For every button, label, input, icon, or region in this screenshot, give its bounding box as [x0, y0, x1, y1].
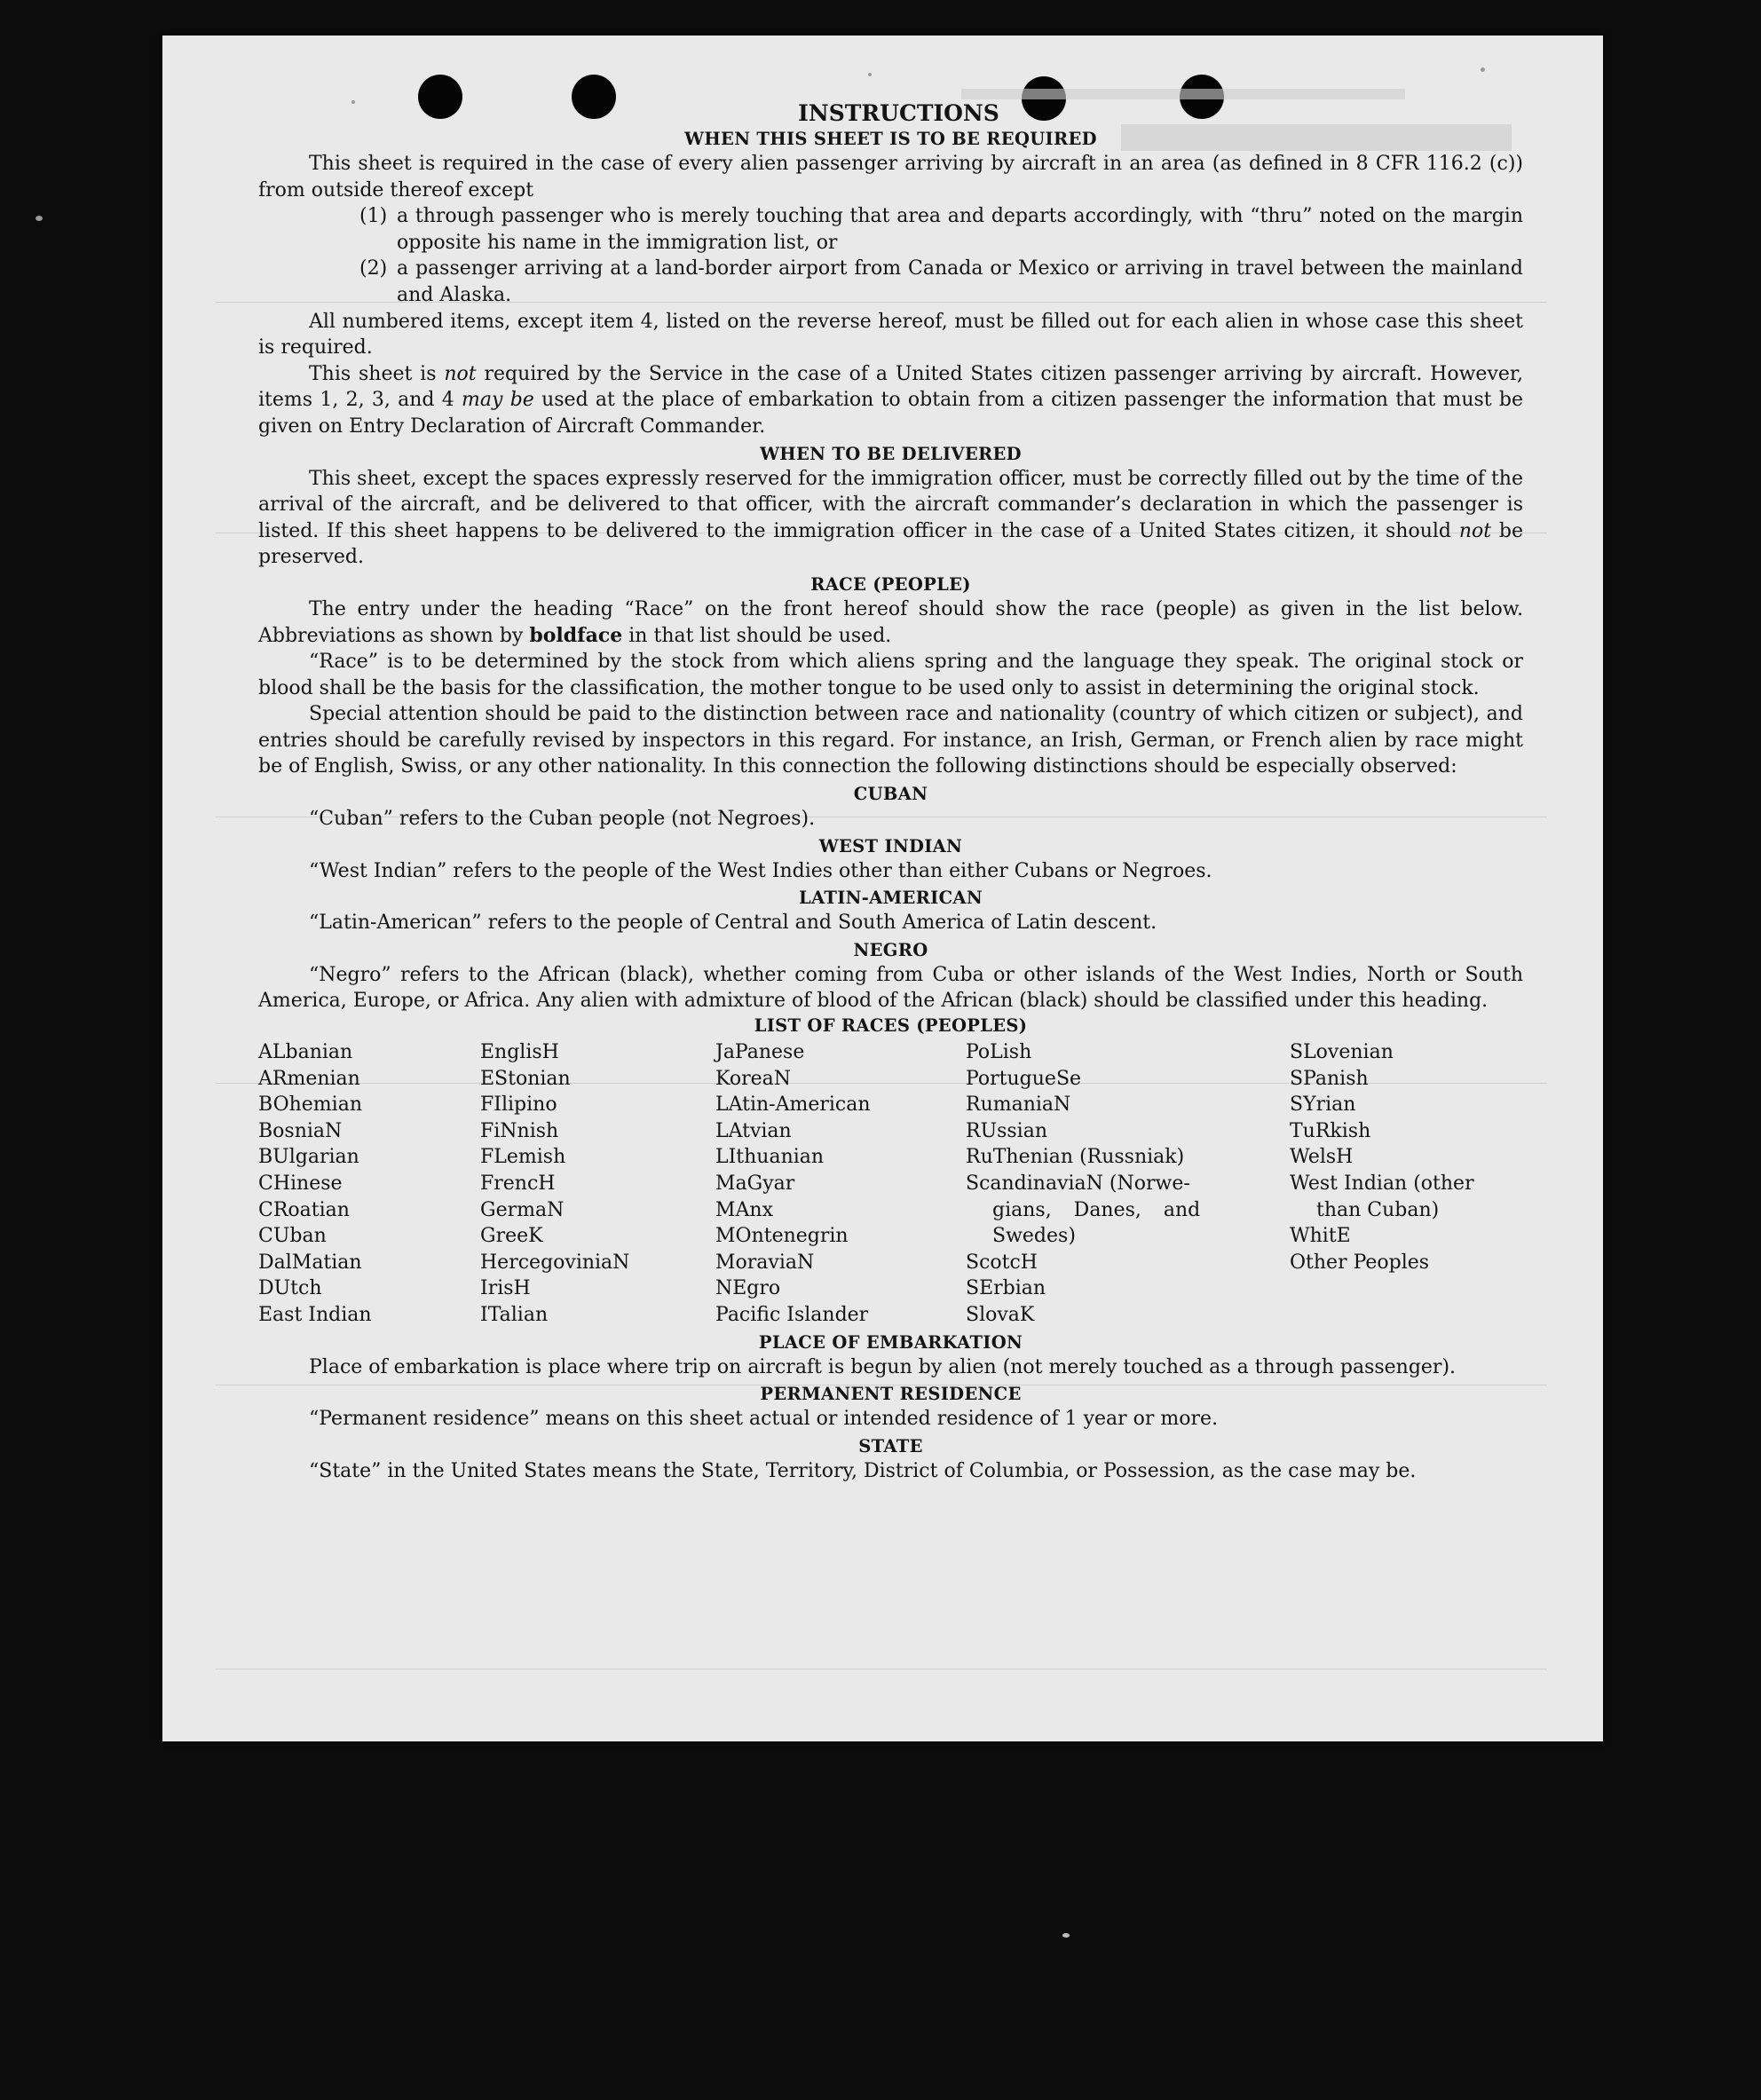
race-entry: RuThenian (Russniak): [966, 1146, 1185, 1169]
race-entry: SPanish: [1290, 1067, 1369, 1090]
paragraph-when-required-intro: This sheet is required in the case of every alien passenger arriving by aircraft in an area (as defined in 8 CFR 116.2 (c)) from outside thereof except: [258, 153, 1523, 201]
paragraph-negro: “Negro” refers to the African (black), whether coming from Cuba or other islands of the West Indies, North or South America, Europe, or Africa. Any alien with admixture of blood of the African (black) should be classified under this heading.: [258, 963, 1523, 1013]
paragraph-race-nationality: Special attention should be paid to the distinction between race and nationality (country of which citizen or subject), and entries should be carefully revised by inspectors in this regard. For instance, an Irish, German, or French alien by race might be of English, Swiss, or any other nationality. In this connection the following distinctions should be especially observed:: [258, 703, 1523, 778]
race-entry: MOntenegrin: [715, 1225, 849, 1248]
race-column: [258, 1039, 480, 1329]
exception-item: [359, 203, 1523, 256]
paragraph-state: “State” in the United States means the State, Territory, District of Columbia, or Possession, as the case may be.: [309, 1459, 1417, 1482]
race-entry: MoraviaN: [715, 1251, 815, 1274]
race-list: [258, 1039, 1523, 1329]
race-entry: EStonian: [480, 1067, 571, 1090]
dust-speck: [1481, 67, 1485, 72]
item-text: a passenger arriving at a land-border airport from Canada or Mexico or arriving in travel between the mainland and Alaska.: [397, 257, 1523, 306]
race-entry: CUban: [258, 1225, 327, 1248]
paragraph-latin-american: “Latin-American” refers to the people of Central and South America of Latin descent.: [309, 912, 1157, 935]
race-entry: RumaniaN: [966, 1093, 1071, 1117]
race-entry: ITalian: [480, 1303, 549, 1326]
race-entry: GermaN: [480, 1198, 565, 1221]
race-entry: Pacific Islander: [715, 1303, 869, 1326]
heading-embarkation: PLACE OF EMBARKATION: [758, 1331, 1023, 1353]
paper-sheet: [162, 36, 1603, 1741]
text-run: The entry under the heading “Race” on the front hereof should show the race (people) as given in the list below. Abbreviations as shown by: [258, 597, 1523, 647]
bold-text: boldface: [529, 623, 623, 647]
dust-speck: [868, 73, 872, 76]
item-text: a through passenger who is merely touching that area and departs accordingly, with “thru” noted on the margin opposite his name in the immigration list, or: [397, 205, 1523, 254]
race-entry: ScandinaviaN (Norwe-: [966, 1172, 1190, 1195]
race-entry: WelsH: [1290, 1146, 1354, 1169]
race-entry-continued: than Cuban): [1316, 1198, 1440, 1221]
heading-race: RACE (PEOPLE): [810, 573, 971, 595]
text-run: This sheet is: [309, 362, 445, 385]
race-entry: LAtvian: [715, 1119, 792, 1142]
text-run: be preserved.: [258, 519, 1523, 569]
instructions-body: [258, 99, 1523, 1484]
paragraph-embarkation: Place of embarkation is place where trip on aircraft is begun by alien (not merely touched as a through passenger).: [309, 1355, 1457, 1378]
race-entry: FiNnish: [480, 1119, 559, 1142]
paragraph-citizen-passenger: [258, 361, 1523, 440]
paragraph-race-entry: [258, 596, 1523, 649]
race-entry: TuRkish: [1290, 1119, 1371, 1142]
emphasis-text: not: [1458, 519, 1492, 542]
scan-artifact: [1062, 1933, 1070, 1938]
race-entry: IrisH: [480, 1277, 531, 1300]
race-entry: FLemish: [480, 1146, 566, 1169]
heading-when-delivered: WHEN TO BE DELIVERED: [760, 443, 1022, 464]
heading-list-of-races: LIST OF RACES (PEOPLES): [754, 1015, 1028, 1037]
race-entry: PortugueSe: [966, 1067, 1082, 1090]
race-entry: CHinese: [258, 1172, 343, 1195]
race-entry: ScotcH: [966, 1251, 1038, 1274]
item-number: (1): [359, 205, 388, 228]
race-column: [715, 1039, 966, 1329]
race-entry-continued: Swedes): [992, 1225, 1076, 1248]
race-entry: SlovaK: [966, 1303, 1035, 1326]
text-run: required by the Service in the case of a United States citizen passenger arriving by aircraft. However, items 1, 2, 3, and 4: [258, 362, 1523, 412]
race-column: [1290, 1039, 1523, 1329]
race-entry: RUssian: [966, 1119, 1048, 1142]
race-entry: East Indian: [258, 1303, 372, 1326]
race-entry: WhitE: [1290, 1225, 1351, 1248]
race-entry: SErbian: [966, 1277, 1046, 1300]
race-entry: ALbanian: [258, 1041, 353, 1064]
emphasis-text: may be: [462, 389, 534, 412]
race-entry: West Indian (other: [1290, 1172, 1474, 1195]
paragraph-west-indian: “West Indian” refers to the people of the West Indies other than either Cubans or Negroes.: [309, 859, 1212, 882]
paragraph-cuban: “Cuban” refers to the Cuban people (not Negroes).: [309, 808, 816, 831]
bleed-through-header: [961, 89, 1405, 99]
heading-west-indian: WEST INDIAN: [818, 835, 963, 857]
heading-state: STATE: [858, 1435, 923, 1457]
race-entry: DalMatian: [258, 1251, 362, 1274]
exception-item: [359, 256, 1523, 308]
paragraph-numbered-items: All numbered items, except item 4, listed on the reverse hereof, must be filled out for each alien in whose case this sheet is required.: [258, 310, 1523, 359]
paragraph-when-delivered: [258, 466, 1523, 571]
race-entry: BUlgarian: [258, 1146, 359, 1169]
race-entry: GreeK: [480, 1225, 543, 1248]
race-entry: KoreaN: [715, 1067, 791, 1090]
race-entry: SLovenian: [1290, 1041, 1394, 1064]
race-column: [966, 1039, 1290, 1329]
emphasis-text: not: [444, 362, 477, 385]
text-run: This sheet, except the spaces expressly reserved for the immigration officer, must be correctly filled out by the time of the arrival of the aircraft, and be delivered to that officer, with the aircraft commander’s declaration in which the passenger is listed. If this sheet happens to be delivered to the immigration officer in the case of a United States citizen, it should: [258, 467, 1523, 542]
heading-cuban: CUBAN: [853, 784, 928, 805]
race-entry: JaPanese: [715, 1041, 805, 1064]
race-entry: LAtin-American: [715, 1093, 871, 1117]
scan-artifact: [36, 216, 43, 221]
heading-negro: NEGRO: [853, 939, 928, 960]
paragraph-permanent-residence: “Permanent residence” means on this sheet actual or intended residence of 1 year or more.: [309, 1408, 1219, 1431]
race-entry: BOhemian: [258, 1093, 362, 1117]
race-entry: FIlipino: [480, 1093, 557, 1117]
text-run: used at the place of embarkation to obtain from a citizen passenger the information that must be given on Entry Declaration of Aircraft Commander.: [258, 389, 1523, 438]
race-entry: HercegoviniaN: [480, 1251, 630, 1274]
text-run: in that list should be used.: [622, 624, 892, 647]
race-column: [480, 1039, 715, 1329]
paragraph-race-definition: “Race” is to be determined by the stock from which aliens spring and the language they speak. The original stock or blood shall be the basis for the classification, the mother tongue to be used only to assist in determining the original stock.: [258, 651, 1523, 699]
race-entry: PoLish: [966, 1041, 1032, 1064]
page-title: INSTRUCTIONS: [798, 100, 999, 126]
race-entry: MaGyar: [715, 1172, 795, 1195]
bleed-through-line: [216, 1669, 1547, 1670]
race-entry-continued: gians, Danes, and: [992, 1198, 1201, 1221]
race-entry: CRoatian: [258, 1198, 350, 1221]
race-entry: Other Peoples: [1290, 1251, 1430, 1274]
race-entry: ARmenian: [258, 1067, 360, 1090]
race-entry: NEgro: [715, 1277, 781, 1300]
race-entry: FrencH: [480, 1172, 556, 1195]
heading-when-required: WHEN THIS SHEET IS TO BE REQUIRED: [684, 129, 1097, 149]
item-number: (2): [359, 257, 388, 280]
race-entry: DUtch: [258, 1277, 322, 1300]
race-entry: BosniaN: [258, 1119, 343, 1142]
race-entry: LIthuanian: [715, 1146, 825, 1169]
heading-permanent-residence: PERMANENT RESIDENCE: [760, 1384, 1022, 1405]
race-entry: EnglisH: [480, 1041, 559, 1064]
race-entry: SYrian: [1290, 1093, 1356, 1117]
race-entry: MAnx: [715, 1198, 773, 1221]
heading-latin-american: LATIN-AMERICAN: [799, 888, 983, 909]
